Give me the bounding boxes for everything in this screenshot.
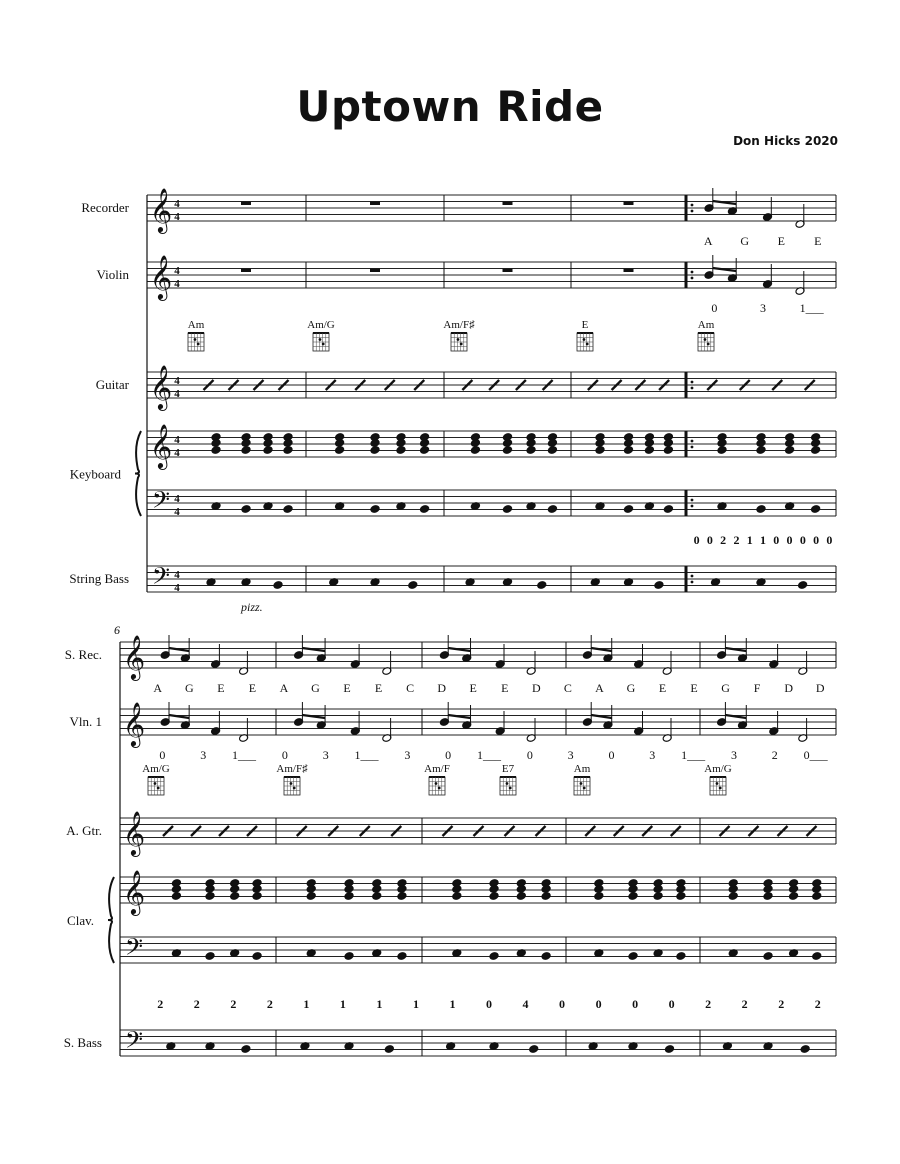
chord-symbol: Am/F♯: [443, 319, 475, 331]
repeat-dot: [691, 271, 694, 274]
note-head: [623, 446, 633, 455]
recorder-note-letter: A: [153, 681, 163, 695]
recorder-note-letter: G: [721, 681, 730, 695]
note-head: [664, 1045, 674, 1054]
staff-bass: [147, 566, 836, 592]
recorder-note-letter: E: [217, 681, 225, 695]
note-head: [628, 952, 638, 961]
note-head: [676, 952, 686, 961]
repeat-dot: [691, 446, 694, 449]
note-head: [717, 446, 727, 455]
note-head: [785, 446, 795, 455]
time-signature-bottom: 4: [174, 582, 180, 594]
recorder-note-letter: E: [469, 681, 477, 695]
time-signature-top: 4: [174, 198, 180, 210]
note-head: [171, 892, 181, 901]
bass-fingering: 0: [486, 997, 492, 1011]
note-head: [812, 952, 822, 961]
note-head: [335, 446, 345, 455]
instrument-name-violin: Violin: [96, 267, 129, 282]
note-head: [516, 892, 526, 901]
note-head: [263, 446, 273, 455]
note-head: [241, 1045, 251, 1054]
violin-fingering: 0: [445, 748, 452, 762]
repeat-dot: [691, 204, 694, 207]
note-head: [594, 892, 604, 901]
recorder-note-letter: G: [626, 681, 636, 695]
recorder-note-letter: F: [753, 681, 761, 695]
chord-symbol: Am/G: [307, 319, 335, 331]
violin-fingering: 1___: [799, 301, 824, 315]
violin-fingering: 3: [200, 748, 207, 762]
violin-fingering: 0: [608, 748, 615, 762]
whole-rest-icon: [241, 202, 251, 206]
recorder-note-letter: E: [658, 681, 667, 695]
whole-rest-icon: [370, 269, 380, 273]
recorder-note-letter: C: [563, 681, 572, 695]
chord-symbol: E: [581, 319, 589, 331]
note-head: [798, 581, 808, 590]
bass-fingering: 2: [157, 997, 164, 1011]
bass-fingering: 2: [814, 997, 821, 1011]
chord-diagram-icon: [188, 333, 204, 351]
chord-symbol: Am/F: [424, 763, 450, 775]
bass-fingering: 0: [559, 997, 566, 1011]
treble-clef-icon: 𝄞: [149, 257, 173, 299]
violin-fingering: 1___: [354, 748, 379, 762]
time-signature-top: 4: [174, 375, 180, 387]
time-signature-bottom: 4: [174, 447, 180, 459]
whole-rest-icon: [370, 202, 380, 206]
note-head: [541, 892, 551, 901]
chord-diagram-icon: [148, 777, 164, 795]
note-head: [205, 892, 215, 901]
time-signature-bottom: 4: [174, 388, 180, 400]
instrument-name-bass: String Bass: [69, 571, 129, 586]
time-signature-bottom: 4: [174, 211, 180, 223]
instrument-name-keyboard: Keyboard: [69, 466, 121, 482]
note-head: [420, 446, 430, 455]
bass-fingering: 0: [668, 997, 675, 1011]
bass-fingering: 0: [786, 533, 793, 547]
note-head: [763, 892, 773, 901]
whole-rest-icon: [503, 269, 513, 273]
repeat-dot: [691, 505, 694, 508]
recorder-note-letter: A: [595, 681, 604, 695]
note-head: [211, 446, 221, 455]
repeat-dot: [691, 581, 694, 584]
repeat-dot: [691, 440, 694, 443]
chord-diagram-icon: [577, 333, 593, 351]
time-signature-top: 4: [174, 265, 180, 277]
chord-symbol: Am/F♯: [276, 763, 308, 775]
recorder-note-letter: G: [311, 681, 320, 695]
bass-fingering: 2: [705, 997, 712, 1011]
note-head: [273, 581, 283, 590]
time-signature-bottom: 4: [174, 506, 180, 518]
recorder-note-letter: E: [374, 681, 383, 695]
instrument-name-recorder: Recorder: [81, 200, 129, 215]
violin-fingering: 1___: [681, 748, 706, 762]
recorder-note-letter: E: [777, 234, 785, 248]
time-signature-top: 4: [174, 434, 180, 446]
note-head: [396, 446, 406, 455]
repeat-dot: [691, 499, 694, 502]
note-head: [372, 892, 382, 901]
note-head: [541, 952, 551, 961]
violin-fingering: 3: [730, 748, 737, 762]
note-head: [595, 446, 605, 455]
treble-clef-icon: 𝄞: [122, 637, 146, 679]
note-head: [547, 446, 557, 455]
note-head: [452, 892, 462, 901]
bass-fingering: 2: [778, 997, 785, 1011]
keyboard-brace: [135, 431, 141, 516]
chord-symbol: E7: [501, 763, 515, 775]
note-head: [370, 446, 380, 455]
recorder-note-letter: D: [531, 681, 541, 695]
note-head: [529, 1045, 539, 1054]
bass-fingering: 0: [799, 533, 806, 547]
note-head: [547, 505, 557, 514]
bass-fingering: 0: [826, 533, 833, 547]
instrument-name-keyboard: Clav.: [67, 913, 94, 928]
staff-kbdT: [147, 431, 836, 457]
bass-fingering: 2: [720, 533, 727, 547]
recorder-note-letter: G: [740, 234, 750, 248]
violin-fingering: 1___: [232, 748, 257, 762]
composer-credit: Don Hicks 2020: [733, 134, 838, 148]
recorder-note-letter: E: [690, 681, 698, 695]
bass-clef-icon: 𝄢: [151, 564, 171, 595]
staff-guitar: [147, 372, 836, 398]
note-head: [676, 892, 686, 901]
note-head: [526, 446, 536, 455]
time-signature-top: 4: [174, 569, 180, 581]
time-signature-top: 4: [174, 493, 180, 505]
recorder-note-letter: D: [815, 681, 825, 695]
bass-fingering: 4: [522, 997, 529, 1011]
instrument-name-violin: Vln. 1: [69, 714, 102, 729]
note-head: [811, 505, 821, 514]
bass-fingering: 2: [741, 997, 748, 1011]
recorder-note-letter: E: [248, 681, 257, 695]
note-head: [653, 892, 663, 901]
bass-clef-icon: 𝄢: [124, 1028, 144, 1059]
note-head: [397, 892, 407, 901]
note-head: [205, 952, 215, 961]
whole-rest-icon: [624, 269, 634, 273]
note-head: [283, 446, 293, 455]
violin-fingering: 3: [760, 301, 766, 315]
note-head: [230, 892, 240, 901]
treble-clef-icon: 𝄞: [149, 190, 173, 232]
note-head: [811, 446, 821, 455]
bass-fingering: 0: [595, 997, 602, 1011]
recorder-note-letter: D: [784, 681, 794, 695]
note-head: [241, 505, 251, 514]
violin-fingering: 3: [404, 748, 411, 762]
recorder-note-letter: G: [184, 681, 194, 695]
whole-rest-icon: [624, 202, 634, 206]
note-head: [397, 952, 407, 961]
chord-symbol: Am/G: [142, 763, 170, 775]
note-head: [623, 505, 633, 514]
bass-fingering: 1: [746, 533, 753, 547]
repeat-dot: [691, 381, 694, 384]
note-head: [644, 446, 654, 455]
note-head: [241, 446, 251, 455]
chord-symbol: Am: [187, 319, 205, 331]
staff-recorder: [120, 642, 836, 668]
note-head: [470, 446, 480, 455]
note-head: [789, 892, 799, 901]
recorder-note-letter: E: [814, 234, 822, 248]
note-head: [763, 952, 773, 961]
repeat-dot: [691, 575, 694, 578]
bass-clef-icon: 𝄢: [151, 488, 171, 519]
recorder-note-letter: E: [501, 681, 509, 695]
measure-number: 6: [114, 623, 120, 637]
bass-fingering: 1: [339, 997, 346, 1011]
chord-diagram-icon: [451, 333, 467, 351]
chord-diagram-icon: [313, 333, 329, 351]
staff-violin: [120, 709, 836, 735]
repeat-dot: [691, 210, 694, 213]
treble-clef-icon: 𝄞: [122, 704, 146, 746]
note-head: [283, 505, 293, 514]
note-head: [756, 505, 766, 514]
bass-fingering: 0: [813, 533, 820, 547]
note-head: [663, 446, 673, 455]
note-head: [537, 581, 547, 590]
chord-diagram-icon: [429, 777, 445, 795]
expression-marking: pizz.: [241, 600, 263, 614]
violin-fingering: 3: [567, 748, 574, 762]
violin-fingering: 2: [771, 748, 778, 762]
note-head: [800, 1045, 810, 1054]
bass-fingering: 0: [632, 997, 639, 1011]
instrument-name-recorder: S. Rec.: [64, 647, 102, 662]
note-head: [654, 581, 664, 590]
chord-symbol: Am: [697, 319, 715, 331]
note-head: [756, 446, 766, 455]
violin-fingering: 3: [649, 748, 656, 762]
whole-rest-icon: [503, 202, 513, 206]
note-head: [306, 892, 316, 901]
note-head: [344, 892, 354, 901]
violin-fingering: 3: [322, 748, 329, 762]
score-title: Uptown Ride: [296, 82, 604, 131]
note-head: [252, 952, 262, 961]
chord-symbol: Am/G: [704, 763, 732, 775]
bass-fingering: 1: [376, 997, 383, 1011]
treble-clef-icon: 𝄞: [122, 813, 146, 855]
bass-clef-icon: 𝄢: [124, 935, 144, 966]
violin-fingering: 0: [711, 301, 718, 315]
bass-fingering: 1: [303, 997, 310, 1011]
bass-fingering: 2: [266, 997, 273, 1011]
keyboard-brace: [108, 877, 114, 963]
recorder-note-letter: E: [343, 681, 351, 695]
chord-symbol: Am: [573, 763, 591, 775]
recorder-note-letter: A: [703, 234, 713, 248]
instrument-name-bass: S. Bass: [63, 1035, 102, 1050]
recorder-note-letter: D: [437, 681, 447, 695]
note-head: [252, 892, 262, 901]
bass-fingering: 1: [412, 997, 419, 1011]
staff-kbdB: [120, 937, 836, 963]
repeat-dot: [691, 277, 694, 280]
treble-clef-icon: 𝄞: [149, 426, 173, 468]
bass-fingering: 1: [760, 533, 766, 547]
note-head: [502, 446, 512, 455]
treble-clef-icon: 𝄞: [149, 367, 173, 409]
bass-fingering: 0: [773, 533, 780, 547]
repeat-dot: [691, 387, 694, 390]
bass-fingering: 0: [693, 533, 700, 547]
recorder-note-letter: A: [279, 681, 289, 695]
whole-rest-icon: [241, 269, 251, 273]
bass-fingering: 0: [706, 533, 713, 547]
instrument-name-guitar: A. Gtr.: [66, 823, 102, 838]
note-head: [344, 952, 354, 961]
violin-fingering: 0___: [803, 748, 828, 762]
time-signature-bottom: 4: [174, 278, 180, 290]
note-head: [663, 505, 673, 514]
instrument-name-guitar: Guitar: [95, 377, 129, 392]
chord-diagram-icon: [698, 333, 714, 351]
violin-fingering: 0: [281, 748, 288, 762]
bass-fingering: 2: [733, 533, 740, 547]
note-head: [384, 1045, 394, 1054]
note-head: [728, 892, 738, 901]
chord-diagram-icon: [284, 777, 300, 795]
staff-kbdB: [147, 490, 836, 516]
note-head: [628, 892, 638, 901]
bass-fingering: 1: [449, 997, 456, 1011]
treble-clef-icon: 𝄞: [122, 872, 146, 914]
note-head: [408, 581, 418, 590]
chord-diagram-icon: [500, 777, 516, 795]
recorder-note-letter: C: [406, 681, 415, 695]
bass-fingering: 2: [230, 997, 237, 1011]
note-head: [502, 505, 512, 514]
violin-fingering: 0: [526, 748, 533, 762]
note-head: [489, 892, 499, 901]
chord-diagram-icon: [574, 777, 590, 795]
violin-fingering: 0: [159, 748, 166, 762]
note-head: [370, 505, 380, 514]
bass-fingering: 2: [193, 997, 200, 1011]
note-head: [489, 952, 499, 961]
chord-diagram-icon: [710, 777, 726, 795]
note-head: [812, 892, 822, 901]
violin-fingering: 1___: [477, 748, 501, 762]
note-head: [420, 505, 430, 514]
